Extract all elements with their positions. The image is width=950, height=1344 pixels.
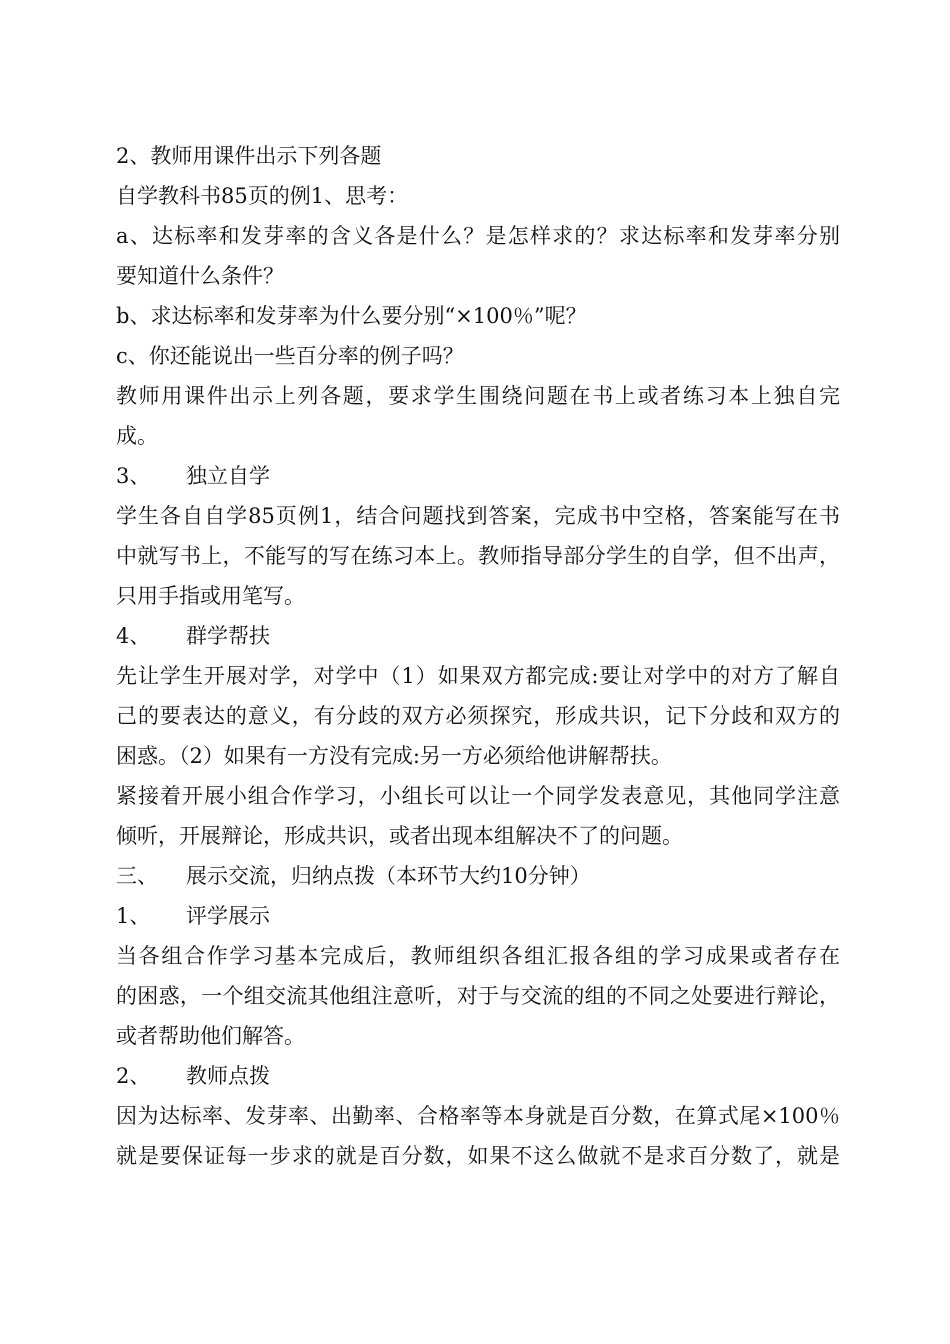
text-line: 的困惑，一个组交流其他组注意听，对于与交流的组的不同之处要进行辩论， — [116, 984, 840, 1008]
section-number: 1、 — [116, 904, 151, 928]
section-heading — [116, 896, 840, 936]
section-title: 评学展示 — [186, 904, 270, 928]
section-heading — [116, 856, 840, 896]
text-line: 就是要保证每一步求的就是百分数，如果不这么做就不是求百分数了，就是 — [116, 1144, 840, 1168]
document-body — [116, 136, 840, 1176]
heading-line: 2、教师用课件出示下列各题 — [116, 144, 382, 168]
text-line: 中就写书上，不能写的写在练习本上。教师指导部分学生的自学，但不出声， — [116, 544, 840, 568]
text-line: c、你还能说出一些百分率的例子吗？ — [116, 344, 464, 368]
text-line: 当各组合作学习基本完成后，教师组织各组汇报各组的学习成果或者存在 — [116, 944, 840, 968]
text-line: 教师用课件出示上列各题，要求学生围绕问题在书上或者练习本上独自完 — [116, 384, 840, 408]
text-line: a、达标率和发芽率的含义各是什么？是怎样求的？求达标率和发芽率分别 — [116, 224, 840, 248]
text-line: 因为达标率、发芽率、出勤率、合格率等本身就是百分数，在算式尾×100％ — [116, 1104, 840, 1128]
section-heading — [116, 616, 840, 656]
section-title: 展示交流，归纳点拨（本环节大约10分钟） — [186, 864, 591, 888]
text-line: 自学教科书85页的例1、思考： — [116, 184, 409, 208]
section-number: 4、 — [116, 624, 151, 648]
section-title: 独立自学 — [186, 464, 270, 488]
section-heading — [116, 456, 840, 496]
text-line: 困惑。（2）如果有一方没有完成:另一方必须给他讲解帮扶。 — [116, 744, 672, 768]
text-line: 倾听，开展辩论，形成共识，或者出现本组解决不了的问题。 — [116, 824, 683, 848]
text-line: 先让学生开展对学，对学中（1）如果双方都完成:要让对学中的对方了解自 — [116, 664, 840, 688]
section-number: 3、 — [116, 464, 151, 488]
section-number: 2、 — [116, 1064, 151, 1088]
section-number: 三、 — [116, 864, 158, 888]
text-line: 成。 — [116, 424, 158, 448]
text-line: 学生各自自学85页例1，结合问题找到答案，完成书中空格，答案能写在书 — [116, 504, 840, 528]
section-heading — [116, 1056, 840, 1096]
section-title: 群学帮扶 — [186, 624, 270, 648]
section-title: 教师点拨 — [186, 1064, 270, 1088]
text-line: 己的要表达的意义，有分歧的双方必须探究，形成共识，记下分歧和双方的 — [116, 704, 840, 728]
text-line: 紧接着开展小组合作学习，小组长可以让一个同学发表意见，其他同学注意 — [116, 784, 840, 808]
text-line: 要知道什么条件？ — [116, 264, 284, 288]
text-line: 只用手指或用笔写。 — [116, 584, 305, 608]
text-line: b、求达标率和发芽率为什么要分别“×100％”呢？ — [116, 304, 587, 328]
text-line: 或者帮助他们解答。 — [116, 1024, 305, 1048]
